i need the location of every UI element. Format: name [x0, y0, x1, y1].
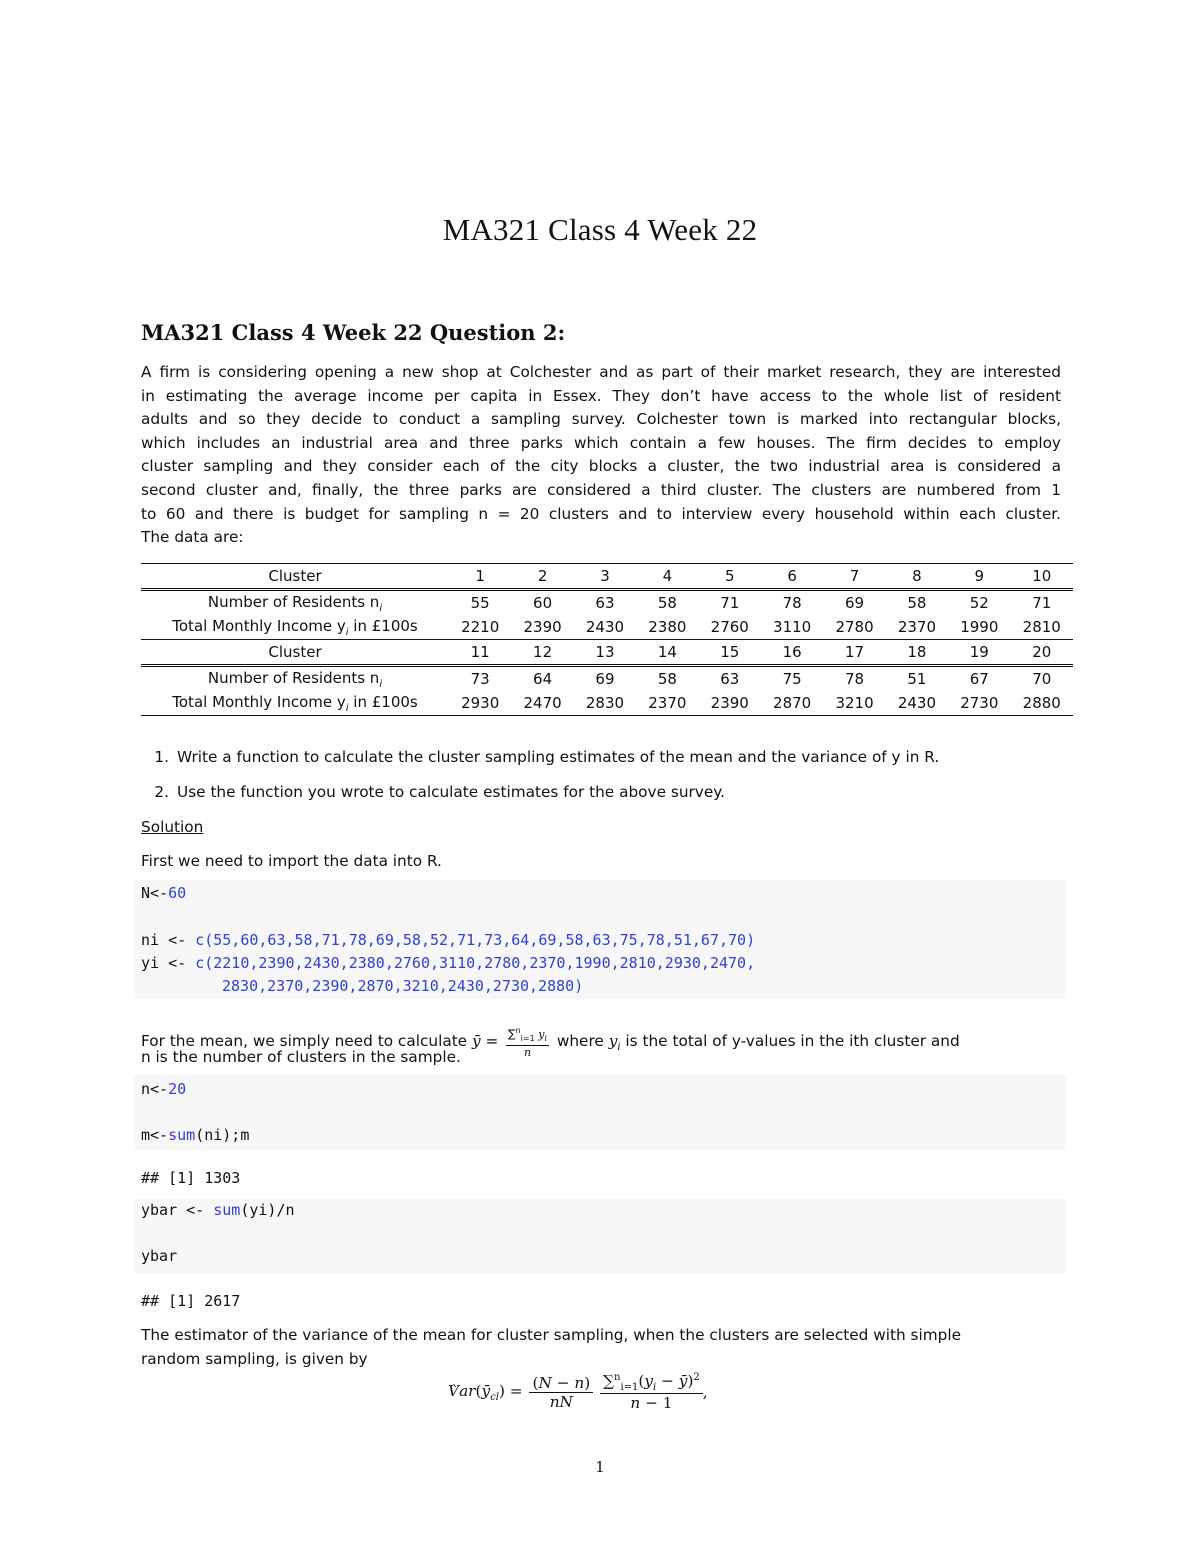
- table-cell: 78: [823, 666, 885, 692]
- variance-formula: $Var(ȳ_{cl})$ = $\frac{(N - n)}{nN}$ $\frac{\sum^n_{i=1}(y_i - ȳ)^2}{n - 1}$ ,: [448, 1372, 708, 1413]
- table-cell: 2430: [886, 691, 948, 716]
- table-cell: 10: [1011, 564, 1073, 590]
- mean-formula: ȳ = $\frac{\sum^n_{i=1} y_i}{n}$: [471, 1026, 547, 1059]
- intro-line: cluster sampling and they consider each of the city blocks a cluster, the two industrial area is considered a: [141, 457, 1061, 476]
- code-token: ybar: [141, 1247, 178, 1265]
- table-row-cluster: [141, 564, 1073, 590]
- code-token: N<-: [141, 884, 169, 902]
- table-cell: 2: [511, 564, 573, 590]
- mean-text-part: where: [551, 1031, 609, 1050]
- variance-text: The estimator of the variance of the mean for cluster sampling, when the clusters are selected with simple: [141, 1326, 962, 1344]
- table-cell: 67: [948, 666, 1010, 692]
- row-label: [141, 615, 449, 640]
- task-number: 2.: [154, 783, 169, 801]
- row-label-text: in £100s: [348, 692, 418, 711]
- table-cell: 58: [636, 666, 698, 692]
- row-label-text: Total Monthly Income y: [172, 692, 346, 711]
- table-cell: 1: [449, 564, 511, 590]
- row-label: [141, 691, 449, 716]
- code-token: 2830,2370,2390,2870,3210,2430,2730,2880): [222, 977, 584, 995]
- code-token: ni <-: [141, 931, 196, 949]
- import-text: First we need to import the data into R.: [141, 852, 442, 870]
- table-cell: 58: [636, 590, 698, 616]
- table-cell: 16: [761, 640, 823, 666]
- table-cell: 55: [449, 590, 511, 616]
- code-token: n<-: [141, 1080, 169, 1098]
- row-label: Cluster: [141, 564, 449, 590]
- row-label-sub: i: [345, 702, 349, 714]
- table-cell: 18: [886, 640, 948, 666]
- table-cell: 7: [823, 564, 885, 590]
- table-cell: 2370: [636, 691, 698, 716]
- task-list: [141, 745, 939, 815]
- task-item: [141, 780, 939, 815]
- row-label: [141, 666, 449, 692]
- row-label-sub: i: [345, 626, 349, 638]
- code-token: sum: [213, 1201, 241, 1219]
- code-token: c: [195, 931, 205, 949]
- row-label-sub: i: [379, 678, 383, 690]
- task-item: [141, 745, 939, 780]
- intro-line: in estimating the average income per capita in Essex. They don’t have access to the whole list of resident: [141, 386, 1061, 405]
- cluster-data-table: [141, 563, 1073, 716]
- table-cell: 2430: [585, 618, 625, 636]
- table-cell: 2380: [648, 618, 687, 636]
- table-cell: 1990: [960, 618, 999, 636]
- code-block-m: [134, 1075, 1066, 1150]
- intro-line: which includes an industrial area and three parks which contain a few houses. The firm decides to employ: [141, 433, 1061, 452]
- code-token: ybar <-: [141, 1201, 214, 1219]
- table-cell: 3110: [773, 618, 812, 636]
- row-label: [141, 590, 449, 616]
- intro-paragraph: [141, 361, 1061, 550]
- table-cell: 15: [699, 640, 761, 666]
- code-token: c: [195, 954, 205, 972]
- intro-line: The data are:: [141, 528, 244, 547]
- row-label-sub: i: [379, 602, 383, 614]
- page-number: 1: [595, 1458, 605, 1476]
- table-cell: 70: [1011, 666, 1073, 692]
- table-cell: 4: [636, 564, 698, 590]
- table-cell: 71: [1011, 590, 1073, 616]
- table-cell: 75: [761, 666, 823, 692]
- row-label: Cluster: [141, 640, 449, 666]
- mean-text-part: For the mean, we simply need to calculate: [141, 1031, 472, 1050]
- table-cell: 73: [449, 666, 511, 692]
- code-token: 20: [168, 1080, 187, 1098]
- table-cell: 2930: [449, 691, 511, 716]
- table-cell: 58: [886, 590, 948, 616]
- task-number: 1.: [154, 748, 169, 766]
- table-cell: 2810: [1022, 618, 1061, 636]
- table-row-residents: [141, 666, 1073, 692]
- table-row-residents: [141, 590, 1073, 616]
- table-cell: 2370: [897, 618, 937, 636]
- intro-line: to 60 and there is budget for sampling n = 20 clusters and to interview every household within each cluster.: [141, 504, 1061, 523]
- r-output: ## [1] 1303: [141, 1169, 241, 1187]
- code-block-ybar: [134, 1198, 1066, 1273]
- code-token: (yi)/n: [240, 1201, 295, 1219]
- solution-heading: Solution: [141, 818, 204, 836]
- table-cell: 20: [1011, 640, 1073, 666]
- table-cell: 17: [823, 640, 885, 666]
- table-cell: 5: [699, 564, 761, 590]
- task-text: Write a function to calculate the cluster sampling estimates of the mean and the variance of y in R.: [177, 748, 940, 766]
- table-cell: 2390: [699, 691, 761, 716]
- table-cell: 2390: [523, 618, 562, 636]
- table-cell: 2780: [835, 618, 874, 636]
- code-token: yi <-: [141, 954, 196, 972]
- table-cell: 12: [511, 640, 573, 666]
- document-title: MA321 Class 4 Week 22: [442, 212, 758, 247]
- variance-text: random sampling, is given by: [141, 1350, 368, 1368]
- table-cell: 3210: [823, 691, 885, 716]
- table-cell: 3: [574, 564, 636, 590]
- r-output: ## [1] 2617: [141, 1292, 241, 1310]
- table-cell: 6: [761, 564, 823, 590]
- table-cell: 9: [948, 564, 1010, 590]
- mean-text-2: n is the number of clusters in the sample.: [141, 1048, 461, 1066]
- table-row-income: [141, 615, 1073, 640]
- table-cell: 60: [511, 590, 573, 616]
- intro-line: adults and so they decide to conduct a sampling survey. Colchester town is marked into rectangular blocks,: [141, 410, 1061, 429]
- table-cell: 63: [574, 590, 636, 616]
- table-cell: 63: [699, 666, 761, 692]
- mean-text: For the mean, we simply need to calculate ȳ = $\frac{\sum^n_{i=1} y_i}{n}$ where $y_i$ is the total of y-values in the ith cluster and: [141, 1026, 960, 1059]
- code-token: m<-: [141, 1126, 169, 1144]
- mean-text-part: is the total of y-values in the ith cluster and: [620, 1031, 960, 1050]
- task-text: Use the function you wrote to calculate estimates for the above survey.: [177, 783, 725, 801]
- table-cell: 64: [511, 666, 573, 692]
- question-heading: MA321 Class 4 Week 22 Question 2:: [141, 320, 566, 345]
- code-token: (2210,2390,2430,2380,2760,3110,2780,2370,1990,2810,2930,2470,: [204, 954, 756, 972]
- table-cell: 69: [823, 590, 885, 616]
- table-cell: 71: [699, 590, 761, 616]
- table-cell: 14: [636, 640, 698, 666]
- table-cell: 8: [886, 564, 948, 590]
- table-cell: 52: [948, 590, 1010, 616]
- intro-line: second cluster and, finally, the three parks are considered a third cluster. The clusters are numbered from 1: [141, 480, 1061, 499]
- table-row-cluster: [141, 640, 1073, 666]
- code-block-import: [134, 880, 1066, 999]
- table-cell: 13: [574, 640, 636, 666]
- intro-line: A firm is considering opening a new shop at Colchester and as part of their market research, they are interested: [141, 363, 1061, 381]
- table-cell: 2470: [511, 691, 573, 716]
- table-cell: 69: [574, 666, 636, 692]
- table-cell: 78: [761, 590, 823, 616]
- table-row-income: [141, 691, 1073, 716]
- table-cell: 2760: [710, 618, 749, 636]
- table-cell: 2880: [1011, 691, 1073, 716]
- row-label-text: Number of Residents n: [207, 592, 380, 611]
- code-token: (ni);m: [195, 1126, 250, 1144]
- table-cell: 51: [886, 666, 948, 692]
- code-token: sum: [168, 1126, 196, 1144]
- table-cell: 19: [948, 640, 1010, 666]
- table-cell: 2830: [574, 691, 636, 716]
- table-cell: 2730: [948, 691, 1010, 716]
- code-token: 60: [168, 884, 187, 902]
- table-cell: 2210: [461, 618, 500, 636]
- row-label-text: in £100s: [348, 616, 418, 635]
- row-label-text: Total Monthly Income y: [172, 616, 346, 635]
- code-token: (55,60,63,58,71,78,69,58,52,71,73,64,69,58,63,75,78,51,67,70): [204, 931, 756, 949]
- table-cell: 11: [449, 640, 511, 666]
- row-label-text: Number of Residents n: [207, 668, 380, 687]
- table-cell: 2870: [761, 691, 823, 716]
